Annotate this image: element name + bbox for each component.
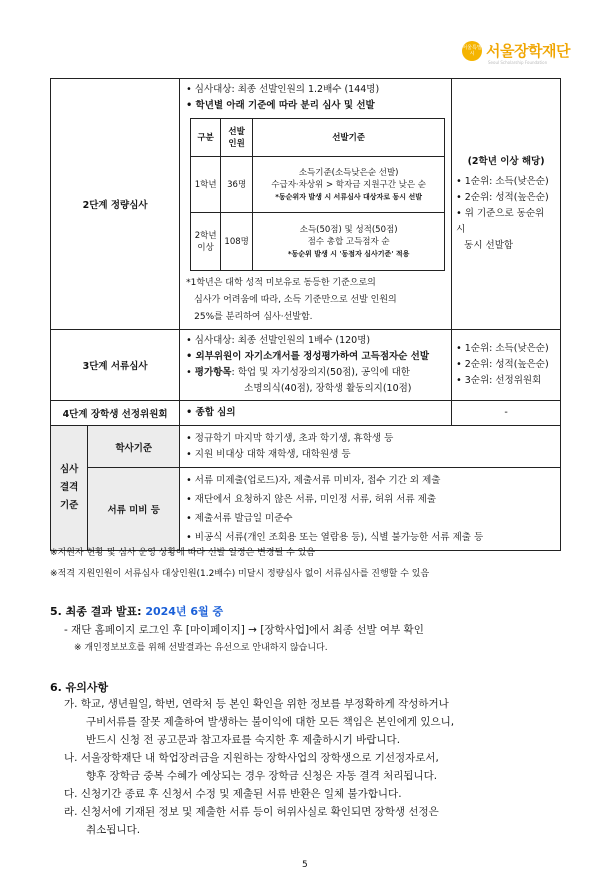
announcement-date: 2024년 6월 중 xyxy=(145,605,224,618)
inner-header-count: 선발 인원 xyxy=(221,119,253,157)
stage2-tiebreak: (2학년 이상 해당) • 1순위: 소득(낮은순) • 2순위: 성적(높은순) • 위 기준으로 동순위 시 동시 선발함 xyxy=(452,79,561,330)
stage2-label: 2단계 정량심사 xyxy=(51,79,180,330)
logo-subtitle: Seoul Scholarship Foundation xyxy=(488,60,548,65)
stage2-row xyxy=(51,79,561,330)
academic-criteria-label: 학사기준 xyxy=(88,426,180,468)
section-5-line-2: ※ 개인정보보호를 위해 선발결과는 유선으로 안내하지 않습니다. xyxy=(74,643,328,653)
stage4-criteria: • 종합 심의 xyxy=(180,401,452,426)
inner-header-type: 구분 xyxy=(191,119,221,157)
logo-seal-icon: 서울특별시 xyxy=(462,41,482,61)
selection-process-table xyxy=(50,78,561,551)
section-6-title: 6. 유의사항 xyxy=(50,681,109,694)
grade-1-criteria: 소득기준(소득낮은순 선발) 수급자·차상위 > 학자금 지원구간 낮은 순 *동순위자 발생 시 서류심사 대상자로 동시 선발 xyxy=(253,157,445,213)
docs-criteria: • 서류 미제출(업로드)자, 제출서류 미비자, 접수 기간 외 제출 • 재단에서 요청하지 않은 서류, 미인정 서류, 허위 서류 제출 • 제출서류 발급일 미준수 • 비공식 서류(개인 조회용 또는 열람용 등), 식별 불가능한 서류 제출 등 xyxy=(180,468,561,551)
logo-text: 서울장학재단 xyxy=(486,42,570,60)
notice-a-line-2: 구비서류를 잘못 제출하여 발생하는 불이익에 대한 모든 책임은 본인에게 있으니, xyxy=(86,716,455,728)
notice-d-line-1: 라. 신청서에 기재된 정보 및 제출한 서류 등이 허위사실로 확인되면 장학생 선정은 xyxy=(64,806,439,818)
schedule-note: ※지원자 현황 및 심사 운영 상황에 따라 선발 일정은 변경될 수 있음 xyxy=(50,548,316,558)
stage3-criteria: • 심사대상: 최종 선발인원의 1배수 (120명) • 외부위원이 자기소개서를 정성평가하여 고득점자순 선발 • 평가항목: 학업 및 자기성장의지(50점), 공익에 대한 소명의식(40점), 장학생 활동의지(10점) xyxy=(180,330,452,401)
grade-1-label: 1학년 xyxy=(191,157,221,213)
stage4-row xyxy=(51,401,561,426)
stage2-footnote: *1학년은 대학 성적 미보유로 동등한 기준으로의 심사가 어려움에 따라, 소득 기준만으로 선발 인원의 25%를 분리하여 심사·선발함. xyxy=(186,278,397,322)
stage3-label: 3단계 서류심사 xyxy=(51,330,180,401)
notice-a-line-1: 가. 학교, 생년월일, 학번, 연락처 등 본인 확인을 위한 정보를 부정확하게 작성하거나 xyxy=(64,698,449,710)
foundation-logo xyxy=(462,40,570,61)
stage2-criteria xyxy=(180,79,452,330)
eligibility-note: ※적격 지원인원이 서류심사 대상인원(1.2배수) 미달시 정량심사 없이 서류심사를 진행할 수 있음 xyxy=(50,569,430,579)
notice-d-line-2: 취소됩니다. xyxy=(86,824,141,836)
stage3-tiebreak: • 1순위: 소득(낮은순) • 2순위: 성적(높은순) • 3순위: 선정위원회 xyxy=(452,330,561,401)
grade-2-count: 108명 xyxy=(221,213,253,271)
docs-criteria-label: 서류 미비 등 xyxy=(88,468,180,551)
notice-c-line-1: 다. 신청기간 종료 후 신청서 수정 및 제출된 서류 반환은 일체 불가합니다. xyxy=(64,788,402,800)
exclusion-label: 심사 결격 기준 xyxy=(51,426,88,551)
grade-1-count: 36명 xyxy=(221,157,253,213)
exclusion-docs-row xyxy=(51,468,561,551)
grade-criteria-table xyxy=(190,118,445,271)
stage3-row xyxy=(51,330,561,401)
academic-criteria: • 정규학기 마지막 학기생, 초과 학기생, 휴학생 등 • 지원 비대상 대학 재학생, 대학원생 등 xyxy=(180,426,561,468)
section-5-title: 5. 최종 결과 발표: 2024년 6월 중 xyxy=(50,605,224,618)
exclusion-academic-row xyxy=(51,426,561,468)
stage4-tiebreak: - xyxy=(452,401,561,426)
stage2-bullet-1: • 심사대상: 최종 선발인원의 1.2배수 (144명) xyxy=(186,84,380,95)
page-number: 5 xyxy=(302,860,308,870)
section-5-line-1: - 재단 홈페이지 로그인 후 [마이페이지] → [장학사업]에서 최종 선발 여부 확인 xyxy=(64,624,424,636)
grade-2-criteria: 소득(50점) 및 성적(50점) 점수 총합 고득점자 순 *동순위 발생 시 '동점자 심사기준' 적용 xyxy=(253,213,445,271)
notice-b-line-2: 향후 장학금 중복 수혜가 예상되는 경우 장학금 신청은 자동 결격 처리됩니다. xyxy=(86,770,438,782)
notice-b-line-1: 나. 서울장학재단 내 학업장려금을 지원하는 장학사업의 장학생으로 기선정자로서, xyxy=(64,752,439,764)
notice-a-line-3: 반드시 신청 전 공고문과 참고자료를 숙지한 후 제출하시기 바랍니다. xyxy=(86,734,401,746)
stage4-label: 4단계 장학생 선정위원회 xyxy=(51,401,180,426)
stage2-bullet-2: • 학년별 아래 기준에 따라 분리 심사 및 선발 xyxy=(186,100,375,111)
grade-2-label: 2학년 이상 xyxy=(191,213,221,271)
inner-header-criteria: 선발기준 xyxy=(253,119,445,157)
